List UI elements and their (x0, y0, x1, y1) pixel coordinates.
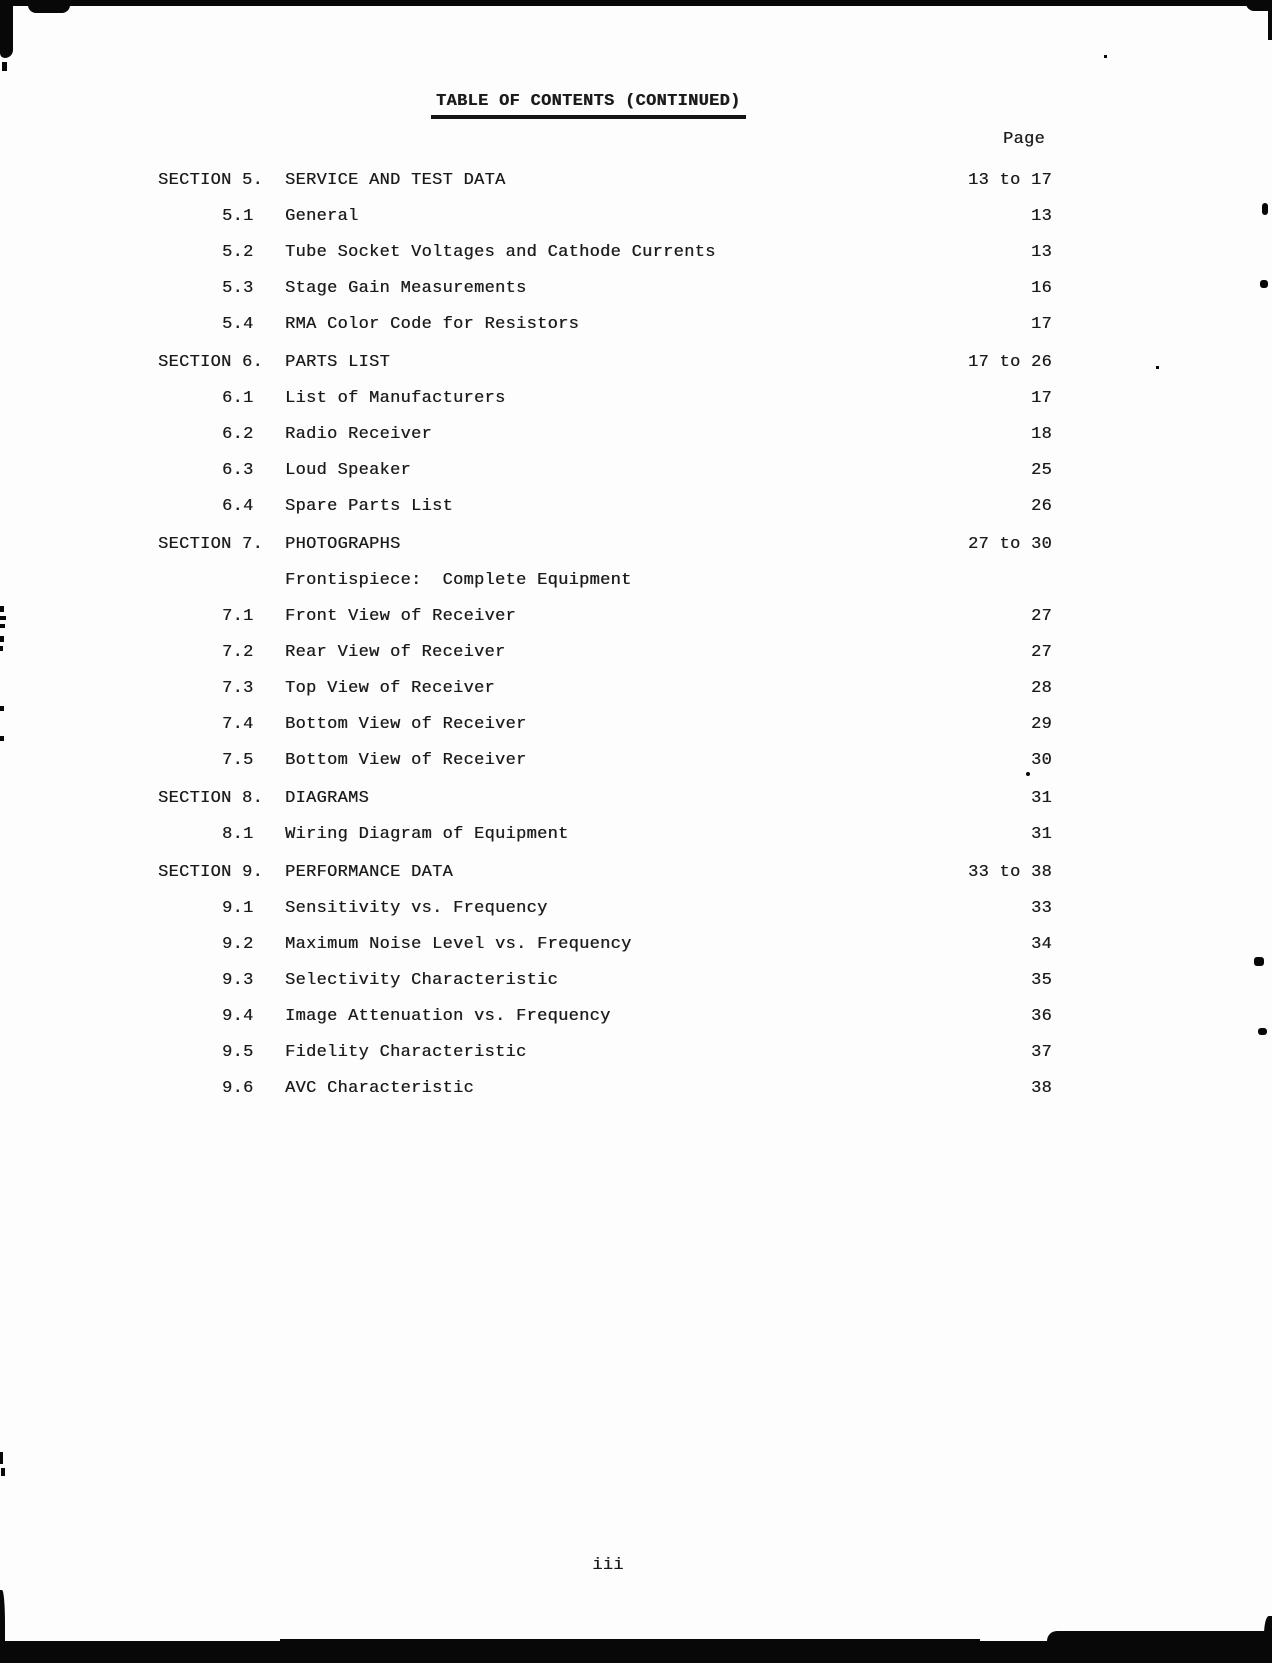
item-title: Maximum Noise Level vs. Frequency (285, 935, 632, 954)
item-number: 9.4 (222, 1007, 254, 1026)
scan-artifact-left-tick (0, 706, 4, 711)
scan-artifact-top-left-corner (0, 0, 13, 58)
item-title: AVC Characteristic (285, 1079, 475, 1098)
section-heading (158, 789, 1052, 809)
scan-artifact-left-tick (0, 616, 6, 620)
item-number: 7.3 (222, 679, 254, 698)
item-number: 5.2 (222, 243, 254, 262)
item-page: 36 (1030, 1007, 1052, 1026)
scan-artifact-top-bump (28, 0, 70, 13)
scan-artifact-speck (1104, 55, 1107, 58)
section-label: SECTION 6. (158, 353, 264, 372)
scan-artifact-left-tick (0, 606, 4, 612)
toc-item (158, 715, 1052, 735)
toc-item (158, 571, 1052, 591)
section-heading (158, 863, 1052, 883)
toc-item (158, 389, 1052, 409)
item-title: Frontispiece: Complete Equipment (285, 571, 632, 590)
section-title: SERVICE AND TEST DATA (285, 171, 506, 190)
item-title: Top View of Receiver (285, 679, 496, 698)
section-label: SECTION 5. (158, 171, 264, 190)
item-number: 9.6 (222, 1079, 254, 1098)
section-pages: 33 to 38 (967, 863, 1052, 882)
item-page: 33 (1030, 899, 1052, 918)
item-page: 34 (1030, 935, 1052, 954)
item-page: 18 (1030, 425, 1052, 444)
section-heading (158, 535, 1052, 555)
section-label: SECTION 9. (158, 863, 264, 882)
item-page: 27 (1030, 643, 1052, 662)
toc-item (158, 279, 1052, 299)
item-page: 25 (1030, 461, 1052, 480)
item-title: Fidelity Characteristic (285, 1043, 527, 1062)
item-title: Sensitivity vs. Frequency (285, 899, 548, 918)
toc-item (158, 971, 1052, 991)
item-page: 16 (1030, 279, 1052, 298)
section-title: PERFORMANCE DATA (285, 863, 454, 882)
section-title: PARTS LIST (285, 353, 391, 372)
item-page: 38 (1030, 1079, 1052, 1098)
item-number: 6.4 (222, 497, 254, 516)
footer-page-number: iii (592, 1556, 624, 1575)
toc-item (158, 1007, 1052, 1027)
item-title: Image Attenuation vs. Frequency (285, 1007, 611, 1026)
item-title: Radio Receiver (285, 425, 433, 444)
section-title: DIAGRAMS (285, 789, 370, 808)
section-heading (158, 171, 1052, 191)
item-number: 9.2 (222, 935, 254, 954)
toc-item (158, 1079, 1052, 1099)
item-page: 28 (1030, 679, 1052, 698)
item-page: 13 (1030, 243, 1052, 262)
item-number: 7.1 (222, 607, 254, 626)
scan-artifact-bottom-rise (280, 1639, 980, 1642)
toc-item (158, 425, 1052, 445)
item-page: 17 (1030, 389, 1052, 408)
scan-artifact-left-tick (2, 62, 7, 71)
item-number: 7.5 (222, 751, 254, 770)
item-title: Bottom View of Receiver (285, 715, 527, 734)
scan-artifact-right-mark (1262, 203, 1268, 215)
item-page: 26 (1030, 497, 1052, 516)
section-label: SECTION 8. (158, 789, 264, 808)
section-pages: 31 (1030, 789, 1052, 808)
item-number: 5.3 (222, 279, 254, 298)
scan-artifact-bottom-left-curve (0, 1590, 5, 1645)
scan-artifact-bottom-edge (0, 1641, 1272, 1663)
item-number: 9.3 (222, 971, 254, 990)
item-number: 5.4 (222, 315, 254, 334)
toc-item (158, 243, 1052, 263)
item-title: List of Manufacturers (285, 389, 506, 408)
item-title: Bottom View of Receiver (285, 751, 527, 770)
section-label: SECTION 7. (158, 535, 264, 554)
item-title: General (285, 207, 359, 226)
section-heading (158, 353, 1052, 373)
toc-item (158, 461, 1052, 481)
scan-artifact-left-tick (0, 646, 3, 651)
page-column-label: Page (1003, 130, 1046, 149)
item-page: 37 (1030, 1043, 1052, 1062)
scan-artifact-top-edge (0, 0, 1272, 6)
item-title: Front View of Receiver (285, 607, 517, 626)
item-page: 29 (1030, 715, 1052, 734)
item-title: Loud Speaker (285, 461, 412, 480)
item-number: 7.2 (222, 643, 254, 662)
scan-artifact-right-mark (1260, 280, 1268, 288)
item-title: RMA Color Code for Resistors (285, 315, 580, 334)
scan-artifact-left-tick (0, 1452, 3, 1464)
item-title: Tube Socket Voltages and Cathode Currents (285, 243, 716, 262)
item-page: 17 (1030, 315, 1052, 334)
item-title: Wiring Diagram of Equipment (285, 825, 569, 844)
scan-artifact-right-edge-sliver (1268, 0, 1272, 40)
toc-item (158, 1043, 1052, 1063)
page-title: TABLE OF CONTENTS (CONTINUED) (431, 92, 746, 119)
item-number: 8.1 (222, 825, 254, 844)
toc-item (158, 315, 1052, 335)
scan-artifact-right-mark (1254, 957, 1264, 966)
item-number: 6.3 (222, 461, 254, 480)
section-pages: 17 to 26 (967, 353, 1052, 372)
item-page: 30 (1030, 751, 1052, 770)
item-page: 13 (1030, 207, 1052, 226)
scan-artifact-speck (1156, 366, 1159, 369)
scan-artifact-left-tick (1, 1468, 5, 1476)
item-title: Rear View of Receiver (285, 643, 506, 662)
item-title: Spare Parts List (285, 497, 454, 516)
scan-artifact-left-tick (0, 636, 4, 642)
item-page: 27 (1030, 607, 1052, 626)
scan-artifact-right-mark (1258, 1028, 1267, 1035)
toc-item (158, 643, 1052, 663)
section-pages: 27 to 30 (967, 535, 1052, 554)
toc-item (158, 679, 1052, 699)
toc-item (158, 935, 1052, 955)
section-title: PHOTOGRAPHS (285, 535, 401, 554)
toc-item (158, 607, 1052, 627)
scan-artifact-left-tick (0, 624, 5, 628)
item-title: Stage Gain Measurements (285, 279, 527, 298)
item-number: 9.1 (222, 899, 254, 918)
toc-item (158, 497, 1052, 517)
section-pages: 13 to 17 (967, 171, 1052, 190)
scan-artifact-left-tick (0, 736, 4, 741)
item-title: Selectivity Characteristic (285, 971, 559, 990)
scan-artifact-bottom-rise (1047, 1631, 1272, 1643)
toc-item (158, 825, 1052, 845)
item-number: 5.1 (222, 207, 254, 226)
scan-artifact-speck (1026, 772, 1030, 776)
toc-item (158, 899, 1052, 919)
item-page: 31 (1030, 825, 1052, 844)
item-page: 35 (1030, 971, 1052, 990)
table-of-contents (158, 153, 1052, 1115)
scan-artifact-bottom-right-corner (1264, 1616, 1272, 1648)
item-number: 6.2 (222, 425, 254, 444)
item-number: 7.4 (222, 715, 254, 734)
toc-item (158, 751, 1052, 771)
toc-item (158, 207, 1052, 227)
item-number: 9.5 (222, 1043, 254, 1062)
item-number: 6.1 (222, 389, 254, 408)
